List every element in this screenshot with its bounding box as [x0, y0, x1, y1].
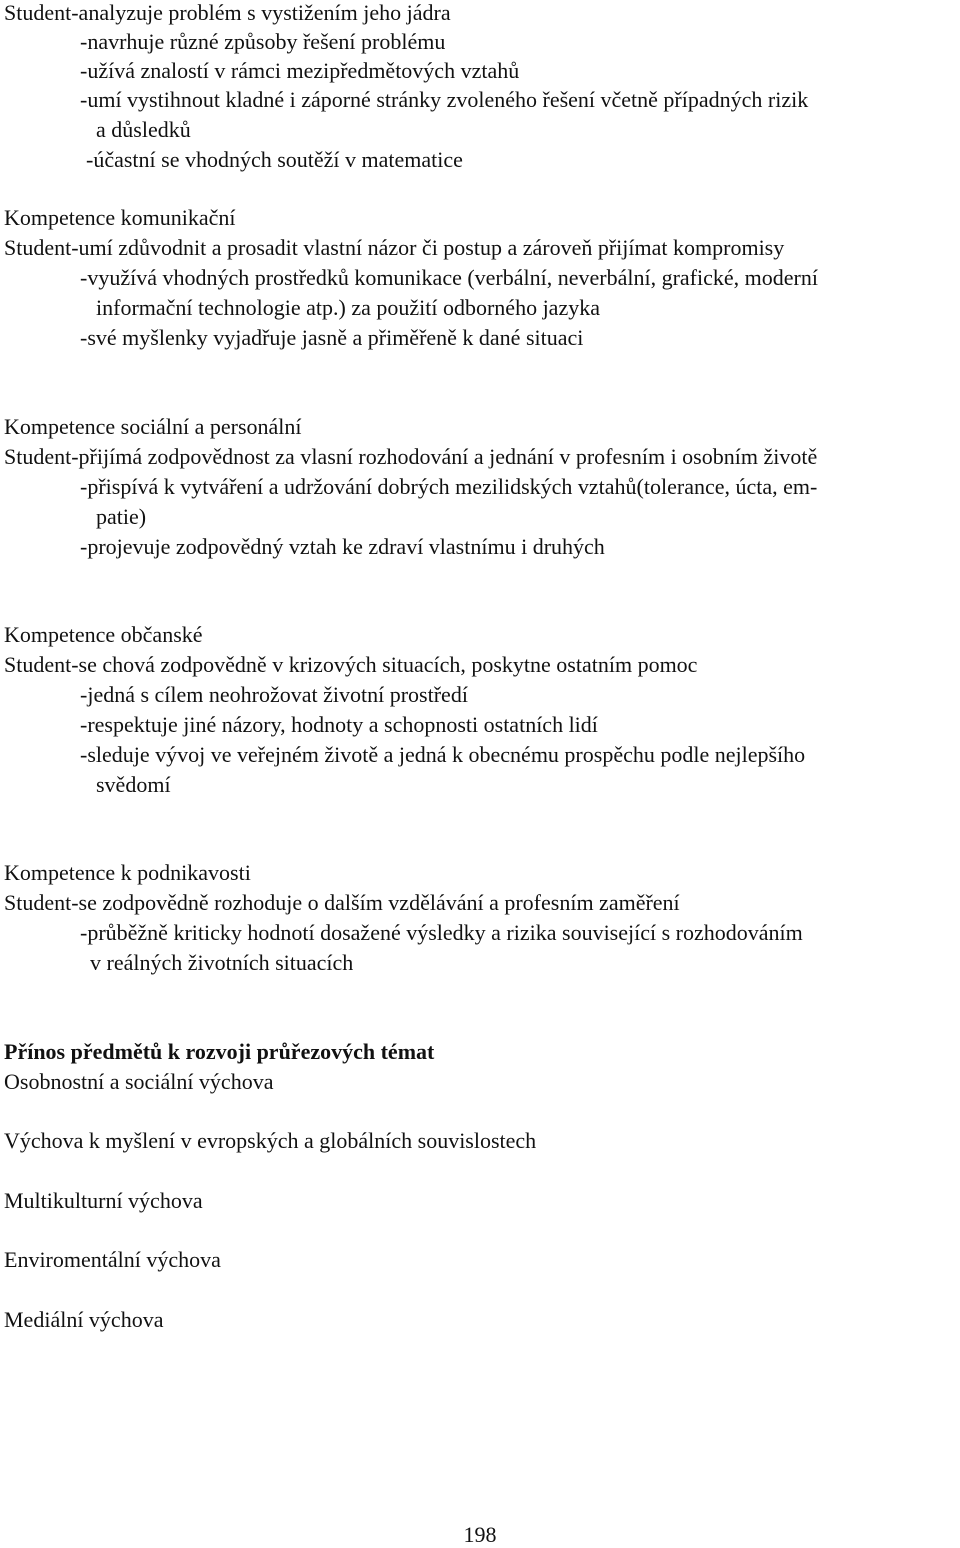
section-heading: Kompetence sociální a personální: [4, 414, 302, 439]
text-line: -sleduje vývoj ve veřejném životě a jedná k obecnému prospěchu podle nejlepšího: [80, 742, 806, 767]
text-line: v reálných životních situacích: [90, 950, 354, 975]
text-line: svědomí: [96, 772, 171, 797]
text-line: -přispívá k vytváření a udržování dobrých mezilidských vztahů(tolerance, úcta, em-: [80, 474, 818, 499]
text-line: -své myšlenky vyjadřuje jasně a přiměřeně k dané situaci: [80, 325, 584, 350]
text-line: Student-se zodpovědně rozhoduje o dalším vzdělávání a profesním zaměření: [4, 890, 680, 915]
text-line: -průběžně kriticky hodnotí dosažené výsledky a rizika související s rozhodováním: [80, 920, 803, 945]
contribution-item: Enviromentální výchova: [4, 1247, 221, 1272]
text-line: -respektuje jiné názory, hodnoty a schopnosti ostatních lidí: [80, 712, 598, 737]
contribution-item: Mediální výchova: [4, 1307, 164, 1332]
section-heading: Kompetence k podnikavosti: [4, 860, 251, 885]
contribution-item: Multikulturní výchova: [4, 1188, 203, 1213]
text-line: patie): [96, 504, 147, 529]
text-line: Student-umí zdůvodnit a prosadit vlastní názor či postup a zároveň přijímat kompromisy: [4, 235, 785, 260]
section-heading: Kompetence občanské: [4, 622, 203, 647]
text-line: a důsledků: [96, 117, 191, 142]
text-line: -jedná s cílem neohrožovat životní prostředí: [80, 682, 468, 707]
text-line: informační technologie atp.) za použití odborného jazyka: [96, 295, 600, 320]
text-line: -využívá vhodných prostředků komunikace (verbální, neverbální, grafické, moderní: [80, 265, 818, 290]
text-line: Student-se chová zodpovědně v krizových situacích, poskytne ostatním pomoc: [4, 652, 698, 677]
text-line: -užívá znalostí v rámci mezipředmětových vztahů: [80, 58, 520, 83]
text-line: -účastní se vhodných soutěží v matematice: [86, 147, 463, 172]
text-line: -umí vystihnout kladné i záporné stránky zvoleného řešení včetně případných rizik: [80, 87, 809, 112]
page-number: 198: [463, 1522, 497, 1547]
text-line: -navrhuje různé způsoby řešení problému: [80, 29, 446, 54]
contribution-heading: Přínos předmětů k rozvoji průřezových témat: [4, 1039, 435, 1064]
text-line: Student-přijímá zodpovědnost za vlasní rozhodování a jednání v profesním i osobním životě: [4, 444, 818, 469]
section-heading: Kompetence komunikační: [4, 205, 236, 230]
text-line: Student-analyzuje problém s vystižením jeho jádra: [4, 0, 451, 25]
contribution-item: Osobnostní a sociální výchova: [4, 1069, 274, 1094]
text-line: -projevuje zodpovědný vztah ke zdraví vlastnímu i druhých: [80, 534, 605, 559]
contribution-item: Výchova k myšlení v evropských a globálních souvislostech: [4, 1128, 537, 1153]
